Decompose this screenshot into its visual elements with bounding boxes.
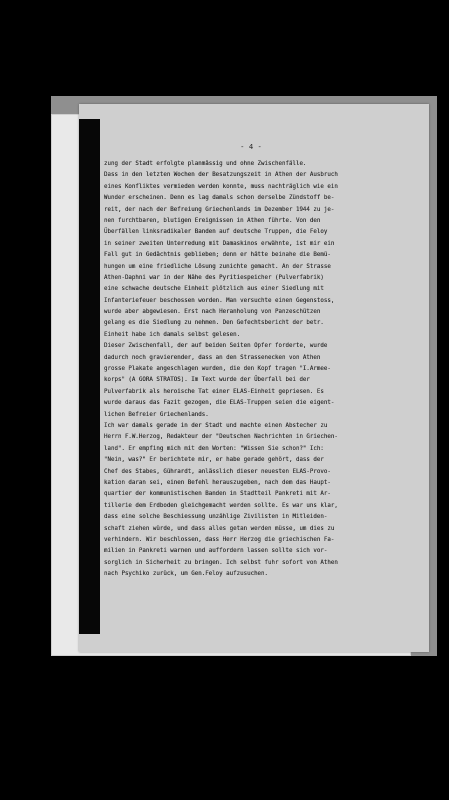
text-line: Dass in den letzten Wochen der Besatzungszeit in Athen der Ausbruch (104, 172, 338, 179)
text-line: kation daran sei, einen Befehl herauszugeben, nach dem das Haupt- (104, 479, 331, 486)
text-line: Infanteriefeuer beschossen worden. Man versuchte einen Gegenstoss, (104, 297, 335, 304)
text-line: Fall gut in Gedächtnis geblieben; denn er hätte beinahe die Bemü- (104, 252, 331, 259)
page-number: - 4 - (240, 142, 262, 151)
scanned-page-image (51, 96, 437, 656)
text-line: eine schwache deutsche Einheit plötzlich aus einer Siedlung mit (104, 286, 324, 293)
typewritten-page (79, 104, 429, 652)
text-line: milien in Pankreti warnen und auffordern lassen sollte sich vor- (104, 548, 328, 555)
text-line: reit, der nach der Befreiung Griechenlands im Dezember 1944 zu je- (104, 206, 335, 213)
text-line: wurde daraus das Fazit gezogen, die ELAS-Truppen seien die eigent- (104, 400, 335, 407)
text-line: quartier der kommunistischen Banden in Stadtteil Pankreti mit Ar- (104, 491, 331, 498)
text-line: Athen-Daphni war in der Nähe des Pyritiespeicher (Pulverfabrik) (104, 274, 324, 281)
text-line: Chef des Stabes, Gührardt, anlässlich dieser neuesten ELAS-Provo- (104, 468, 331, 475)
text-line: dass eine solche Beschiessung unzählige Zivilisten in Mitleiden- (104, 514, 328, 521)
text-line: "Nein, was?" Er berichtete mir, er habe gerade gehört, dass der (104, 457, 324, 464)
text-line: grosse Plakate angeschlagen wurden, die den Kopf tragen "I.Armee- (104, 366, 331, 373)
text-line: zung der Stadt erfolgte planmässig und ohne Zwischenfälle. (104, 161, 307, 167)
text-line: Überfällen linksradikaler Banden auf deutsche Truppen, die Feloy (104, 229, 328, 236)
text-line: Einheit habe ich damals selbst gelesen. (104, 331, 241, 338)
text-line: Wunder erscheinen. Denn es lag damals schon derselbe Zündstoff be- (104, 195, 335, 202)
text-line: Pulverfabrik als heroische Tat einer ELAS-Einheit gepriesen. Es (104, 388, 324, 395)
text-line: lichen Befreier Griechenlands. (104, 411, 209, 418)
binding-strip (79, 119, 100, 634)
text-line: in seiner zweiten Unterredung mit Damaskinos erwähnte, ist mir ein (104, 240, 335, 247)
text-line: hungen um eine friedliche Lösung zunichte gemacht. An der Strasse (104, 263, 331, 270)
text-line: land". Er empfing mich mit den Worten: "Wissen Sie schon?" Ich: (104, 445, 324, 452)
text-line: schaft ziehen würde, und dass alles getan werden müsse, um dies zu (104, 525, 335, 532)
body-text (104, 159, 424, 580)
text-line: gelang es die Siedlung zu nehmen. Den Gefechtsbericht der betr. (104, 320, 324, 327)
text-line: wurde aber abgewiesen. Erst nach Heranholung von Panzeschützen (104, 309, 321, 316)
text-line: Herrn F.W.Herzog, Redakteur der "Deutschen Nachrichten in Griechen- (104, 434, 338, 441)
text-line: sorglich in Sicherheit zu bringen. Ich selbst fuhr sofort von Athen (104, 559, 338, 566)
text-line: verhindern. Wir beschlossen, dass Herr Herzog die griechischen Fa- (104, 536, 335, 543)
text-line: Ich war damals gerade in der Stadt und machte einen Abstecher zu (104, 422, 328, 429)
text-line: nach Psychiko zurück, um Gen.Feloy aufzusuchen. (104, 571, 269, 578)
text-line: dadurch noch gravierender, dass an den Strassenecken von Athen (104, 354, 321, 361)
text-line: tillerie dem Erdboden gleichgemacht werden sollte. Es war uns klar, (104, 502, 338, 509)
text-line: nen furchtbaren, blutigen Ereignissen in Athen führte. Von den (104, 217, 321, 224)
text-line: korps" (A GORA STRATOS). Im Text wurde der Überfall bei der (104, 377, 310, 384)
text-line: eines Konfliktes vermieden werden konnte, muss nachträglich wie ein (104, 183, 338, 190)
text-line: Dieser Zwischenfall, der auf beiden Seiten Opfer forderte, wurde (104, 343, 328, 350)
